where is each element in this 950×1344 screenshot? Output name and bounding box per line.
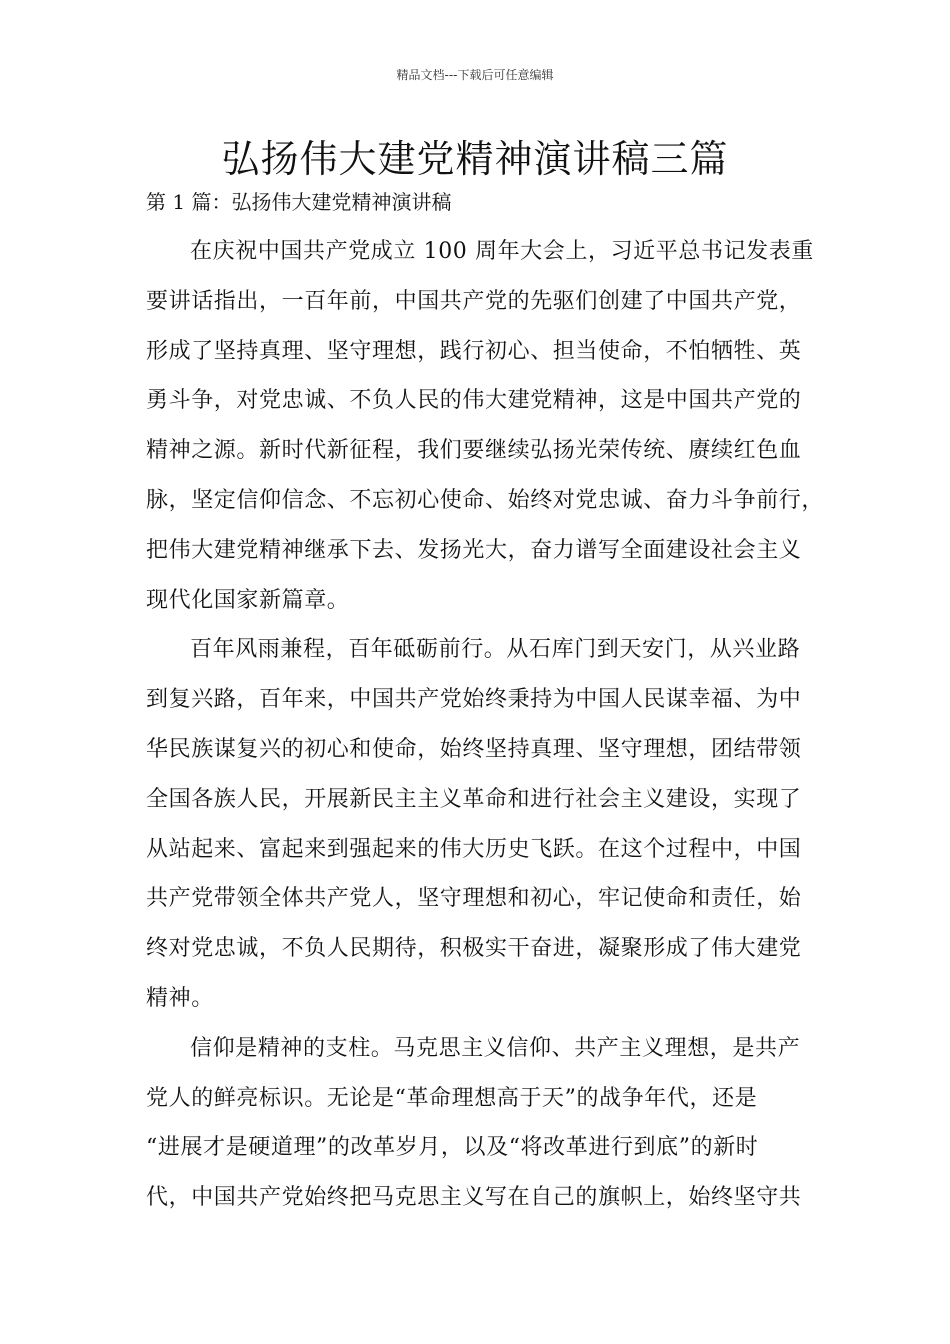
paragraph-line: 终对党忠诚，不负人民期待，积极实干奋进，凝聚形成了伟大建党 (146, 936, 802, 962)
section-heading: 第 1 篇：弘扬伟大建党精神演讲稿 (146, 190, 452, 214)
paragraph-line: 华民族谋复兴的初心和使命，始终坚持真理、坚守理想，团结带领 (146, 736, 802, 762)
paragraph-line: 代，中国共产党始终把马克思主义写在自己的旗帜上，始终坚守共 (146, 1185, 802, 1211)
document-title: 弘扬伟大建党精神演讲稿三篇 (221, 137, 729, 181)
paragraph-line: 形成了坚持真理、坚守理想，践行初心、担当使命，不怕牺牲、英 (146, 338, 802, 364)
paragraph-line: “进展才是硬道理”的改革岁月，以及“将改革进行到底”的新时 (146, 1135, 759, 1161)
paragraph-line: 勇斗争，对党忠诚、不负人民的伟大建党精神，这是中国共产党的 (146, 388, 802, 414)
paragraph-line: 现代化国家新篇章。 (146, 587, 350, 613)
paragraph-line: 在庆祝中国共产党成立 100 周年大会上，习近平总书记发表重 (190, 239, 814, 264)
paragraph-line: 把伟大建党精神继承下去、发扬光大，奋力谱写全面建设社会主义 (146, 537, 802, 563)
paragraph-line: 到复兴路，百年来，中国共产党始终秉持为中国人民谋幸福、为中 (146, 687, 802, 713)
paragraph-line: 脉，坚定信仰信念、不忘初心使命、始终对党忠诚、奋力斗争前行， (146, 487, 825, 513)
paragraph-line: 共产党带领全体共产党人，坚守理想和初心，牢记使命和责任，始 (146, 886, 802, 912)
body-text (146, 227, 825, 1223)
paragraph-line: 信仰是精神的支柱。马克思主义信仰、共产主义理想，是共产 (190, 1035, 801, 1061)
header-note: 精品文档---下载后可任意编辑 (396, 68, 554, 82)
paragraph-line: 精神之源。新时代新征程，我们要继续弘扬光荣传统、赓续红色血 (146, 438, 802, 464)
paragraph-line: 精神。 (146, 985, 214, 1011)
paragraph-line: 党人的鲜亮标识。无论是“革命理想高于天”的战争年代，还是 (146, 1085, 758, 1111)
paragraph-line: 要讲话指出，一百年前，中国共产党的先驱们创建了中国共产党， (146, 288, 802, 314)
paragraph-line: 百年风雨兼程，百年砥砺前行。从石库门到天安门，从兴业路 (190, 637, 801, 663)
paragraph-line: 全国各族人民，开展新民主主义革命和进行社会主义建设，实现了 (146, 786, 802, 812)
paragraph-line: 从站起来、富起来到强起来的伟大历史飞跃。在这个过程中，中国 (146, 836, 802, 862)
